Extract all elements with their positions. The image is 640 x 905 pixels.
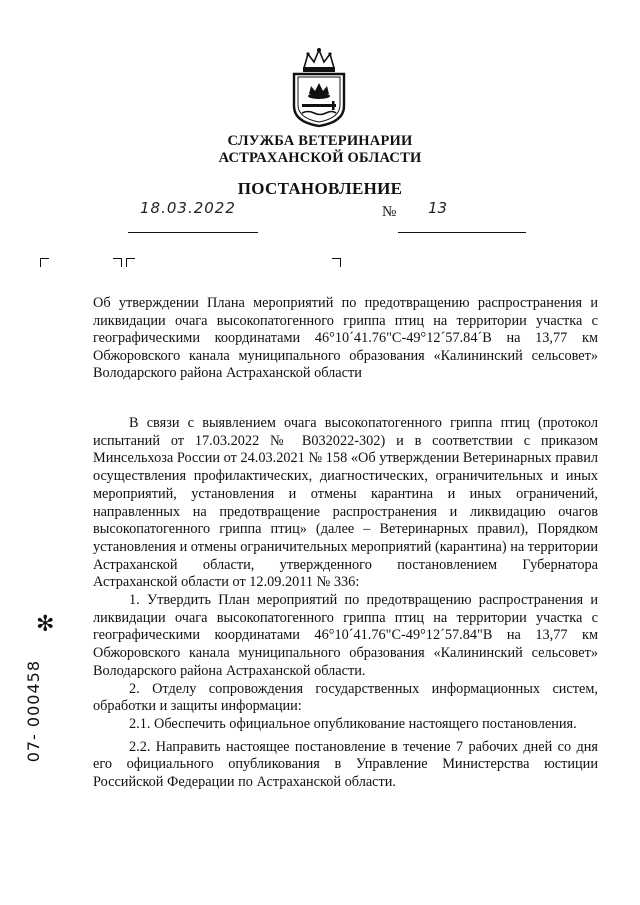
- margin-registration-code: [24, 660, 54, 780]
- document-body: [93, 415, 598, 792]
- clause-2-2: 2.2. Направить настоящее постановление в течение 7 рабочих дней со дня его официального опубликования в Управление Министерства юстиции Российской Федерации по Астраханской области.: [93, 738, 598, 791]
- clause-2-1: 2.1. Обеспечить официальное опубликование настоящего постановления.: [129, 715, 577, 732]
- margin-mark: ✻: [36, 612, 55, 637]
- clause-2: 2. Отделу сопровождения государственных информационных систем, обработки и защиты информации:: [93, 680, 598, 715]
- issuing-authority: [0, 133, 640, 167]
- date-underline: [128, 215, 258, 233]
- org-line-1: СЛУЖБА ВЕТЕРИНАРИИ: [227, 133, 413, 149]
- document-number: 13: [428, 199, 448, 217]
- preamble-paragraph: В связи с выявлением очага высокопатогенного гриппа птиц (протокол испытаний от 17.03.2022 № В032022-302) и в соответствии с приказом Минсельхоза России от 24.03.2021 № 158 «Об утверждении Ветеринарных правил осуществления профилактических, диагностических, ограничительных и иных мероприятий, установления и отмены карантина и иных ограничений, направленных на предотвращение распространения и ликвидацию очагов высокопатогенного гриппа птиц» (далее – Ветеринарных правил), Порядком установления и отмены ограничительных мероприятий (карантина) на территории Астраханской области, утвержденного постановлением Губернатора Астраханской области от 12.09.2011 № 336:: [93, 415, 598, 591]
- corner-mark-right: [332, 258, 341, 267]
- document-subject: Об утверждении Плана мероприятий по предотвращению распространения и ликвидации очага высокопатогенного гриппа птиц на территории участка с географическими координатами 46°10´41.76"С-49°12´57.84´В на 13,77 км Обжоровского канала муниципального образования «Калининский сельсовет» Володарского района Астраханской области: [93, 295, 598, 382]
- corner-mark-mid-left: [126, 258, 135, 267]
- corner-mark-left: [40, 258, 49, 267]
- margin-code-text: 07- 000458: [24, 660, 43, 763]
- coat-of-arms-emblem: [290, 46, 348, 128]
- document-type-title: ПОСТАНОВЛЕНИЕ: [237, 179, 403, 198]
- corner-mark-mid-right: [113, 258, 122, 267]
- clause-1: 1. Утвердить План мероприятий по предотвращению распространения и ликвидации очага высокопатогенного гриппа птиц на территории участка с географическими координатами 46°10´41.76"С-49°12´57.84"В на 13,77 км Обжоровского канала муниципального образования «Калининский сельсовет» Володарского района Астраханской области.: [93, 592, 598, 679]
- number-underline: [398, 215, 526, 233]
- number-label: №: [382, 204, 397, 220]
- org-line-2: АСТРАХАНСКОЙ ОБЛАСТИ: [218, 150, 422, 166]
- document-date: 18.03.2022: [140, 199, 236, 217]
